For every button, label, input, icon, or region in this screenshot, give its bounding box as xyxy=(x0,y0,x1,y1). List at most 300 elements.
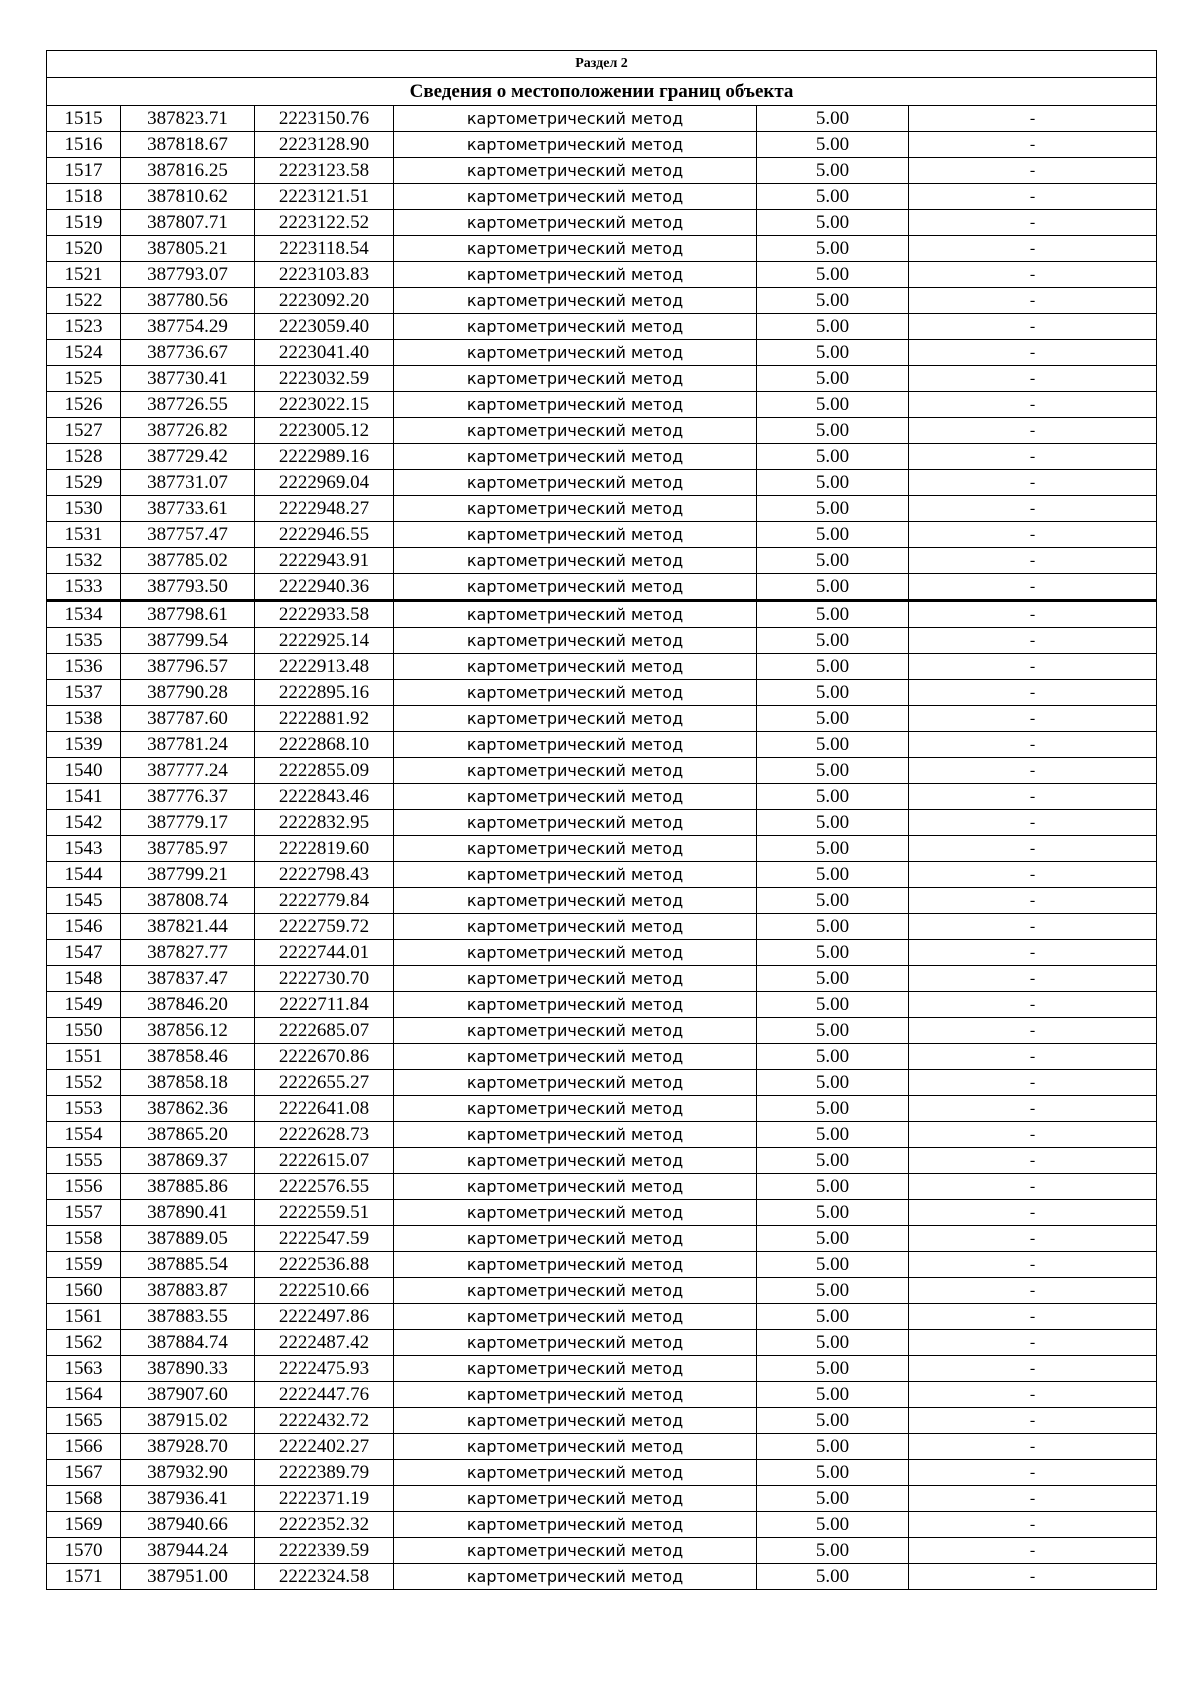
method-cell: картометрический метод xyxy=(394,836,757,862)
y-coordinate-cell: 2222352.32 xyxy=(255,1512,394,1538)
description-cell: - xyxy=(909,732,1157,758)
point-number-cell: 1546 xyxy=(47,914,121,940)
method-cell: картометрический метод xyxy=(394,1460,757,1486)
y-coordinate-cell: 2222913.48 xyxy=(255,654,394,680)
y-coordinate-cell: 2222559.51 xyxy=(255,1200,394,1226)
method-cell: картометрический метод xyxy=(394,1200,757,1226)
point-number-cell: 1555 xyxy=(47,1148,121,1174)
table-row xyxy=(47,184,1157,210)
x-coordinate-cell: 387793.50 xyxy=(121,574,255,601)
point-number-cell: 1531 xyxy=(47,522,121,548)
y-coordinate-cell: 2223022.15 xyxy=(255,392,394,418)
description-cell: - xyxy=(909,184,1157,210)
accuracy-cell: 5.00 xyxy=(757,1408,909,1434)
description-cell: - xyxy=(909,1070,1157,1096)
point-number-cell: 1551 xyxy=(47,1044,121,1070)
table-row xyxy=(47,1018,1157,1044)
accuracy-cell: 5.00 xyxy=(757,992,909,1018)
y-coordinate-cell: 2223123.58 xyxy=(255,158,394,184)
table-row xyxy=(47,680,1157,706)
description-cell: - xyxy=(909,1096,1157,1122)
accuracy-cell: 5.00 xyxy=(757,628,909,654)
method-cell: картометрический метод xyxy=(394,1252,757,1278)
x-coordinate-cell: 387807.71 xyxy=(121,210,255,236)
x-coordinate-cell: 387818.67 xyxy=(121,132,255,158)
table-row xyxy=(47,1564,1157,1590)
description-cell: - xyxy=(909,210,1157,236)
table-row xyxy=(47,862,1157,888)
description-cell: - xyxy=(909,1538,1157,1564)
point-number-cell: 1561 xyxy=(47,1304,121,1330)
description-cell: - xyxy=(909,548,1157,574)
method-cell: картометрический метод xyxy=(394,706,757,732)
method-cell: картометрический метод xyxy=(394,392,757,418)
x-coordinate-cell: 387808.74 xyxy=(121,888,255,914)
description-cell: - xyxy=(909,132,1157,158)
x-coordinate-cell: 387810.62 xyxy=(121,184,255,210)
y-coordinate-cell: 2223122.52 xyxy=(255,210,394,236)
method-cell: картометрический метод xyxy=(394,888,757,914)
description-cell: - xyxy=(909,366,1157,392)
method-cell: картометрический метод xyxy=(394,210,757,236)
y-coordinate-cell: 2222895.16 xyxy=(255,680,394,706)
x-coordinate-cell: 387726.82 xyxy=(121,418,255,444)
x-coordinate-cell: 387777.24 xyxy=(121,758,255,784)
x-coordinate-cell: 387726.55 xyxy=(121,392,255,418)
y-coordinate-cell: 2222759.72 xyxy=(255,914,394,940)
x-coordinate-cell: 387932.90 xyxy=(121,1460,255,1486)
description-cell: - xyxy=(909,914,1157,940)
x-coordinate-cell: 387816.25 xyxy=(121,158,255,184)
method-cell: картометрический метод xyxy=(394,680,757,706)
accuracy-cell: 5.00 xyxy=(757,1538,909,1564)
y-coordinate-cell: 2222730.70 xyxy=(255,966,394,992)
point-number-cell: 1571 xyxy=(47,1564,121,1590)
table-row xyxy=(47,1382,1157,1408)
y-coordinate-cell: 2222371.19 xyxy=(255,1486,394,1512)
y-coordinate-cell: 2223032.59 xyxy=(255,366,394,392)
accuracy-cell: 5.00 xyxy=(757,601,909,628)
accuracy-cell: 5.00 xyxy=(757,758,909,784)
point-number-cell: 1543 xyxy=(47,836,121,862)
description-cell: - xyxy=(909,940,1157,966)
table-row xyxy=(47,1096,1157,1122)
table-row xyxy=(47,210,1157,236)
table-row xyxy=(47,1200,1157,1226)
description-cell: - xyxy=(909,1460,1157,1486)
point-number-cell: 1541 xyxy=(47,784,121,810)
x-coordinate-cell: 387790.28 xyxy=(121,680,255,706)
accuracy-cell: 5.00 xyxy=(757,574,909,601)
table-row xyxy=(47,574,1157,601)
method-cell: картометрический метод xyxy=(394,262,757,288)
accuracy-cell: 5.00 xyxy=(757,940,909,966)
description-cell: - xyxy=(909,628,1157,654)
accuracy-cell: 5.00 xyxy=(757,132,909,158)
method-cell: картометрический метод xyxy=(394,1226,757,1252)
table-row xyxy=(47,1330,1157,1356)
table-row xyxy=(47,784,1157,810)
table-row xyxy=(47,548,1157,574)
x-coordinate-cell: 387730.41 xyxy=(121,366,255,392)
point-number-cell: 1523 xyxy=(47,314,121,340)
y-coordinate-cell: 2222948.27 xyxy=(255,496,394,522)
point-number-cell: 1540 xyxy=(47,758,121,784)
description-cell: - xyxy=(909,1486,1157,1512)
section-title-row xyxy=(47,51,1157,78)
y-coordinate-cell: 2222628.73 xyxy=(255,1122,394,1148)
point-number-cell: 1516 xyxy=(47,132,121,158)
y-coordinate-cell: 2223150.76 xyxy=(255,106,394,132)
accuracy-cell: 5.00 xyxy=(757,1070,909,1096)
table-row xyxy=(47,392,1157,418)
description-cell: - xyxy=(909,496,1157,522)
point-number-cell: 1567 xyxy=(47,1460,121,1486)
x-coordinate-cell: 387729.42 xyxy=(121,444,255,470)
accuracy-cell: 5.00 xyxy=(757,262,909,288)
method-cell: картометрический метод xyxy=(394,1148,757,1174)
point-number-cell: 1552 xyxy=(47,1070,121,1096)
description-cell: - xyxy=(909,340,1157,366)
table-row xyxy=(47,732,1157,758)
description-cell: - xyxy=(909,654,1157,680)
y-coordinate-cell: 2222576.55 xyxy=(255,1174,394,1200)
table-row xyxy=(47,444,1157,470)
method-cell: картометрический метод xyxy=(394,810,757,836)
accuracy-cell: 5.00 xyxy=(757,966,909,992)
description-cell: - xyxy=(909,1434,1157,1460)
y-coordinate-cell: 2222798.43 xyxy=(255,862,394,888)
x-coordinate-cell: 387865.20 xyxy=(121,1122,255,1148)
y-coordinate-cell: 2223118.54 xyxy=(255,236,394,262)
table-row xyxy=(47,654,1157,680)
table-row xyxy=(47,1408,1157,1434)
description-cell: - xyxy=(909,1174,1157,1200)
accuracy-cell: 5.00 xyxy=(757,470,909,496)
y-coordinate-cell: 2222819.60 xyxy=(255,836,394,862)
method-cell: картометрический метод xyxy=(394,1174,757,1200)
description-cell: - xyxy=(909,158,1157,184)
method-cell: картометрический метод xyxy=(394,1538,757,1564)
table-row xyxy=(47,1278,1157,1304)
description-cell: - xyxy=(909,1408,1157,1434)
method-cell: картометрический метод xyxy=(394,288,757,314)
x-coordinate-cell: 387793.07 xyxy=(121,262,255,288)
point-number-cell: 1557 xyxy=(47,1200,121,1226)
method-cell: картометрический метод xyxy=(394,1278,757,1304)
point-number-cell: 1537 xyxy=(47,680,121,706)
x-coordinate-cell: 387787.60 xyxy=(121,706,255,732)
x-coordinate-cell: 387754.29 xyxy=(121,314,255,340)
table-row xyxy=(47,106,1157,132)
point-number-cell: 1515 xyxy=(47,106,121,132)
accuracy-cell: 5.00 xyxy=(757,236,909,262)
y-coordinate-cell: 2222940.36 xyxy=(255,574,394,601)
y-coordinate-cell: 2222510.66 xyxy=(255,1278,394,1304)
y-coordinate-cell: 2222881.92 xyxy=(255,706,394,732)
y-coordinate-cell: 2222969.04 xyxy=(255,470,394,496)
point-number-cell: 1545 xyxy=(47,888,121,914)
description-cell: - xyxy=(909,314,1157,340)
method-cell: картометрический метод xyxy=(394,1122,757,1148)
accuracy-cell: 5.00 xyxy=(757,888,909,914)
method-cell: картометрический метод xyxy=(394,940,757,966)
description-cell: - xyxy=(909,262,1157,288)
description-cell: - xyxy=(909,836,1157,862)
table-row xyxy=(47,496,1157,522)
accuracy-cell: 5.00 xyxy=(757,1096,909,1122)
table-row xyxy=(47,1434,1157,1460)
accuracy-cell: 5.00 xyxy=(757,106,909,132)
point-number-cell: 1524 xyxy=(47,340,121,366)
x-coordinate-cell: 387889.05 xyxy=(121,1226,255,1252)
x-coordinate-cell: 387951.00 xyxy=(121,1564,255,1590)
method-cell: картометрический метод xyxy=(394,862,757,888)
point-number-cell: 1542 xyxy=(47,810,121,836)
y-coordinate-cell: 2222779.84 xyxy=(255,888,394,914)
x-coordinate-cell: 387862.36 xyxy=(121,1096,255,1122)
method-cell: картометрический метод xyxy=(394,732,757,758)
description-cell: - xyxy=(909,1330,1157,1356)
accuracy-cell: 5.00 xyxy=(757,366,909,392)
accuracy-cell: 5.00 xyxy=(757,1330,909,1356)
table-row xyxy=(47,810,1157,836)
table-row xyxy=(47,470,1157,496)
accuracy-cell: 5.00 xyxy=(757,784,909,810)
x-coordinate-cell: 387780.56 xyxy=(121,288,255,314)
y-coordinate-cell: 2223121.51 xyxy=(255,184,394,210)
table-row xyxy=(47,706,1157,732)
table-row xyxy=(47,1070,1157,1096)
y-coordinate-cell: 2223005.12 xyxy=(255,418,394,444)
y-coordinate-cell: 2222832.95 xyxy=(255,810,394,836)
x-coordinate-cell: 387936.41 xyxy=(121,1486,255,1512)
accuracy-cell: 5.00 xyxy=(757,1564,909,1590)
accuracy-cell: 5.00 xyxy=(757,1174,909,1200)
x-coordinate-cell: 387785.97 xyxy=(121,836,255,862)
x-coordinate-cell: 387940.66 xyxy=(121,1512,255,1538)
table-row xyxy=(47,1356,1157,1382)
description-cell: - xyxy=(909,418,1157,444)
accuracy-cell: 5.00 xyxy=(757,496,909,522)
point-number-cell: 1539 xyxy=(47,732,121,758)
method-cell: картометрический метод xyxy=(394,966,757,992)
accuracy-cell: 5.00 xyxy=(757,654,909,680)
point-number-cell: 1533 xyxy=(47,574,121,601)
boundary-coordinates-table xyxy=(46,50,1157,1590)
table-row xyxy=(47,1148,1157,1174)
point-number-cell: 1556 xyxy=(47,1174,121,1200)
y-coordinate-cell: 2222989.16 xyxy=(255,444,394,470)
accuracy-cell: 5.00 xyxy=(757,548,909,574)
table-row xyxy=(47,1252,1157,1278)
table-row xyxy=(47,758,1157,784)
point-number-cell: 1534 xyxy=(47,601,121,628)
point-number-cell: 1526 xyxy=(47,392,121,418)
description-cell: - xyxy=(909,522,1157,548)
table-row xyxy=(47,1226,1157,1252)
point-number-cell: 1570 xyxy=(47,1538,121,1564)
accuracy-cell: 5.00 xyxy=(757,1512,909,1538)
point-number-cell: 1553 xyxy=(47,1096,121,1122)
table-row xyxy=(47,132,1157,158)
table-row xyxy=(47,340,1157,366)
method-cell: картометрический метод xyxy=(394,1564,757,1590)
accuracy-cell: 5.00 xyxy=(757,184,909,210)
method-cell: картометрический метод xyxy=(394,992,757,1018)
x-coordinate-cell: 387827.77 xyxy=(121,940,255,966)
y-coordinate-cell: 2222339.59 xyxy=(255,1538,394,1564)
description-cell: - xyxy=(909,1304,1157,1330)
table-row xyxy=(47,1304,1157,1330)
method-cell: картометрический метод xyxy=(394,1408,757,1434)
table-row xyxy=(47,418,1157,444)
method-cell: картометрический метод xyxy=(394,628,757,654)
method-cell: картометрический метод xyxy=(394,1070,757,1096)
y-coordinate-cell: 2223092.20 xyxy=(255,288,394,314)
y-coordinate-cell: 2222868.10 xyxy=(255,732,394,758)
description-cell: - xyxy=(909,1018,1157,1044)
y-coordinate-cell: 2222447.76 xyxy=(255,1382,394,1408)
description-cell: - xyxy=(909,236,1157,262)
point-number-cell: 1569 xyxy=(47,1512,121,1538)
x-coordinate-cell: 387736.67 xyxy=(121,340,255,366)
y-coordinate-cell: 2222855.09 xyxy=(255,758,394,784)
x-coordinate-cell: 387890.41 xyxy=(121,1200,255,1226)
x-coordinate-cell: 387781.24 xyxy=(121,732,255,758)
table-row xyxy=(47,522,1157,548)
point-number-cell: 1535 xyxy=(47,628,121,654)
point-number-cell: 1538 xyxy=(47,706,121,732)
y-coordinate-cell: 2222655.27 xyxy=(255,1070,394,1096)
y-coordinate-cell: 2222925.14 xyxy=(255,628,394,654)
point-number-cell: 1527 xyxy=(47,418,121,444)
y-coordinate-cell: 2222547.59 xyxy=(255,1226,394,1252)
accuracy-cell: 5.00 xyxy=(757,314,909,340)
x-coordinate-cell: 387785.02 xyxy=(121,548,255,574)
method-cell: картометрический метод xyxy=(394,1044,757,1070)
x-coordinate-cell: 387731.07 xyxy=(121,470,255,496)
point-number-cell: 1560 xyxy=(47,1278,121,1304)
method-cell: картометрический метод xyxy=(394,236,757,262)
section-title: Раздел 2 xyxy=(47,51,1157,78)
x-coordinate-cell: 387858.46 xyxy=(121,1044,255,1070)
point-number-cell: 1559 xyxy=(47,1252,121,1278)
y-coordinate-cell: 2222615.07 xyxy=(255,1148,394,1174)
description-cell: - xyxy=(909,784,1157,810)
description-cell: - xyxy=(909,1122,1157,1148)
y-coordinate-cell: 2222711.84 xyxy=(255,992,394,1018)
y-coordinate-cell: 2223103.83 xyxy=(255,262,394,288)
method-cell: картометрический метод xyxy=(394,1018,757,1044)
point-number-cell: 1566 xyxy=(47,1434,121,1460)
table-row xyxy=(47,366,1157,392)
x-coordinate-cell: 387856.12 xyxy=(121,1018,255,1044)
y-coordinate-cell: 2222324.58 xyxy=(255,1564,394,1590)
accuracy-cell: 5.00 xyxy=(757,1148,909,1174)
method-cell: картометрический метод xyxy=(394,758,757,784)
method-cell: картометрический метод xyxy=(394,522,757,548)
y-coordinate-cell: 2222670.86 xyxy=(255,1044,394,1070)
point-number-cell: 1520 xyxy=(47,236,121,262)
point-number-cell: 1563 xyxy=(47,1356,121,1382)
accuracy-cell: 5.00 xyxy=(757,810,909,836)
method-cell: картометрический метод xyxy=(394,914,757,940)
accuracy-cell: 5.00 xyxy=(757,418,909,444)
description-cell: - xyxy=(909,888,1157,914)
method-cell: картометрический метод xyxy=(394,314,757,340)
x-coordinate-cell: 387846.20 xyxy=(121,992,255,1018)
table-row xyxy=(47,288,1157,314)
accuracy-cell: 5.00 xyxy=(757,1122,909,1148)
accuracy-cell: 5.00 xyxy=(757,1434,909,1460)
description-cell: - xyxy=(909,444,1157,470)
x-coordinate-cell: 387928.70 xyxy=(121,1434,255,1460)
description-cell: - xyxy=(909,288,1157,314)
x-coordinate-cell: 387798.61 xyxy=(121,601,255,628)
table-row xyxy=(47,236,1157,262)
method-cell: картометрический метод xyxy=(394,1304,757,1330)
accuracy-cell: 5.00 xyxy=(757,444,909,470)
method-cell: картометрический метод xyxy=(394,418,757,444)
table-row xyxy=(47,1122,1157,1148)
section-subtitle: Сведения о местоположении границ объекта xyxy=(47,78,1157,106)
table-row xyxy=(47,262,1157,288)
description-cell: - xyxy=(909,1044,1157,1070)
point-number-cell: 1547 xyxy=(47,940,121,966)
description-cell: - xyxy=(909,601,1157,628)
x-coordinate-cell: 387733.61 xyxy=(121,496,255,522)
accuracy-cell: 5.00 xyxy=(757,914,909,940)
x-coordinate-cell: 387907.60 xyxy=(121,1382,255,1408)
description-cell: - xyxy=(909,706,1157,732)
point-number-cell: 1517 xyxy=(47,158,121,184)
method-cell: картометрический метод xyxy=(394,784,757,810)
accuracy-cell: 5.00 xyxy=(757,1460,909,1486)
x-coordinate-cell: 387858.18 xyxy=(121,1070,255,1096)
point-number-cell: 1521 xyxy=(47,262,121,288)
point-number-cell: 1549 xyxy=(47,992,121,1018)
table-row xyxy=(47,1174,1157,1200)
x-coordinate-cell: 387757.47 xyxy=(121,522,255,548)
y-coordinate-cell: 2222497.86 xyxy=(255,1304,394,1330)
accuracy-cell: 5.00 xyxy=(757,1226,909,1252)
point-number-cell: 1562 xyxy=(47,1330,121,1356)
x-coordinate-cell: 387915.02 xyxy=(121,1408,255,1434)
x-coordinate-cell: 387883.55 xyxy=(121,1304,255,1330)
point-number-cell: 1564 xyxy=(47,1382,121,1408)
point-number-cell: 1550 xyxy=(47,1018,121,1044)
accuracy-cell: 5.00 xyxy=(757,210,909,236)
point-number-cell: 1536 xyxy=(47,654,121,680)
method-cell: картометрический метод xyxy=(394,340,757,366)
method-cell: картометрический метод xyxy=(394,470,757,496)
point-number-cell: 1519 xyxy=(47,210,121,236)
table-row xyxy=(47,836,1157,862)
method-cell: картометрический метод xyxy=(394,1356,757,1382)
x-coordinate-cell: 387885.86 xyxy=(121,1174,255,1200)
method-cell: картометрический метод xyxy=(394,1434,757,1460)
table-row xyxy=(47,940,1157,966)
accuracy-cell: 5.00 xyxy=(757,732,909,758)
y-coordinate-cell: 2222943.91 xyxy=(255,548,394,574)
description-cell: - xyxy=(909,810,1157,836)
table-row xyxy=(47,1486,1157,1512)
x-coordinate-cell: 387776.37 xyxy=(121,784,255,810)
table-row xyxy=(47,1044,1157,1070)
accuracy-cell: 5.00 xyxy=(757,1200,909,1226)
accuracy-cell: 5.00 xyxy=(757,288,909,314)
